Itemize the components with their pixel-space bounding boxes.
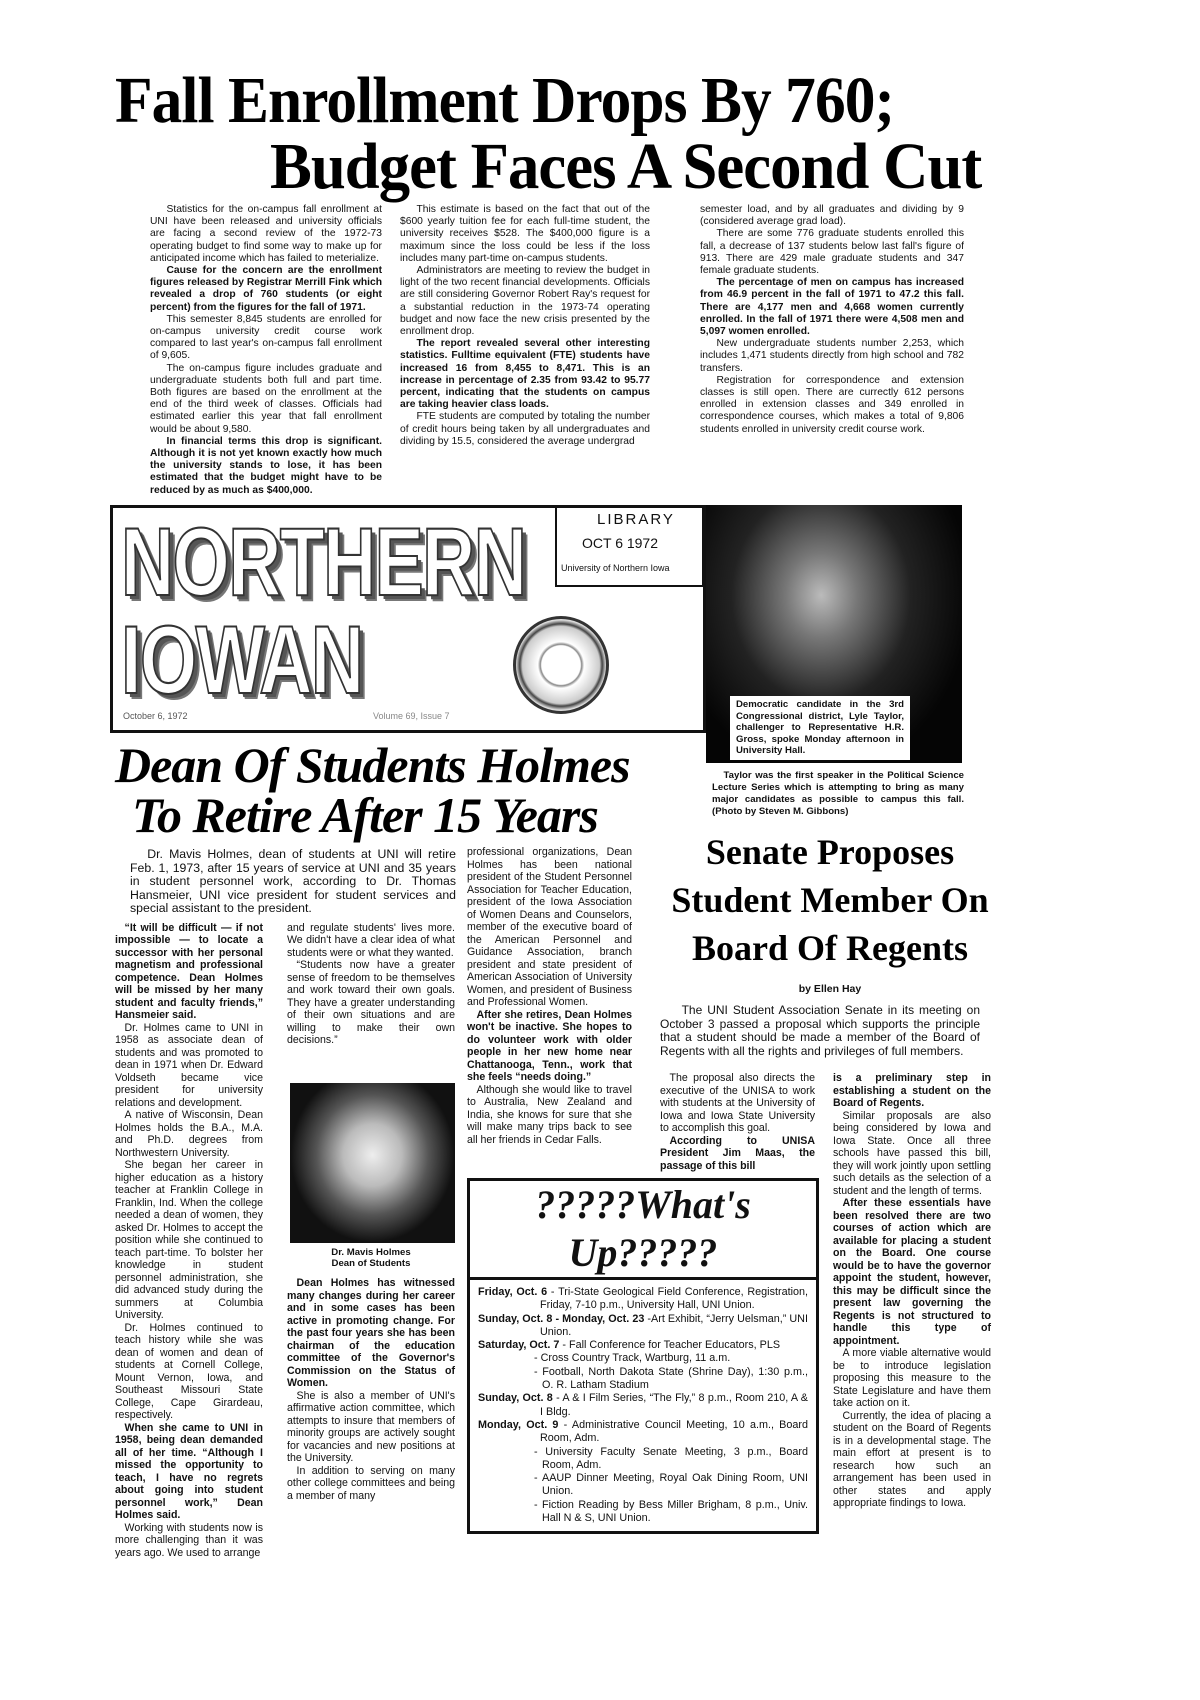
article-paragraph: semester load, and by all graduates and dividing by 9 (considered average grad load).	[700, 204, 964, 228]
article-paragraph: “Students now have a greater sense of freedom to be themselves and work toward their own goals. They have a greater understanding of their own situations and are willing to make their own decisions.”	[287, 959, 455, 1046]
article-paragraph: Working with students now is more challenging than it was years ago. We used to arrange	[115, 1521, 263, 1559]
whats-up-box	[467, 1178, 819, 1534]
article-paragraph: After she retires, Dean Holmes won't be inactive. She hopes to do volunteer work with older people in her new home near Chattanooga, Tenn., work that she feels “needs doing.”	[467, 1008, 632, 1083]
holmes-photo-caption	[287, 1247, 455, 1269]
masthead-name-line1: NORTHERN	[121, 508, 526, 616]
event-item	[470, 1352, 808, 1365]
event-item	[478, 1392, 808, 1419]
article-paragraph: The report revealed several other interesting statistics. Fulltime equivalent (FTE) students have increased 16 from 8,455 to 8,471. This is an increase in percentage of 2.35 from 93.42 to 95.77 percent, indicating that the students on campus are taking heavier class loads.	[400, 338, 650, 411]
article-paragraph: and regulate students' lives more. We didn't have a clear idea of what students were or what they wanted.	[287, 921, 455, 959]
article-paragraph: Dean Holmes has witnessed many changes during her career and in some cases has been active in promoting change. For the past four years she has been chairman of the education committee of the Governor's Commission on the Status of Women.	[287, 1277, 455, 1389]
event-item	[470, 1366, 808, 1393]
article-paragraph: There are some 776 graduate students enrolled this fall, a decrease of 137 students below last fall's figure of 913. There are 429 male graduate students and 347 female graduate students.	[700, 228, 964, 277]
lead-headline-line1: Fall Enrollment Drops By 760;	[115, 64, 894, 137]
photo-caption: Taylor was the first speaker in the Political Science Lecture Series which is attempting to bring as many major candidates as possible to campus this fall. (Photo by Steven M. Gibbons)	[712, 770, 964, 817]
article-paragraph: A more viable alternative would be to introduce legislation proposing this measure to the State Legislature and have them take action on it.	[833, 1347, 991, 1409]
senate-headline-line3: Board Of Regents	[692, 928, 968, 968]
whats-up-events	[470, 1280, 816, 1531]
article-paragraph: Currently, the idea of placing a student on the Board of Regents is in a developmental stage. The main effort at present is to research how such an arrangement has been used in other states and apply appropriate findings to Iowa.	[833, 1409, 991, 1509]
article-paragraph: The on-campus figure includes graduate and undergraduate students both full and part time. Both figures are based on the enrollment at the end of the third week of classes. Officials had estimated earlier this year that fall enrollment would be about 9,580.	[150, 362, 382, 435]
article-paragraph: The percentage of men on campus has increased from 46.9 percent in the fall of 1971 to 47.2 this fall. There are 4,177 men and 4,668 women currently enrolled. In the fall of 1971 there were 4,508 men and 5,097 women enrolled.	[700, 277, 964, 338]
event-text: - Tri-State Geological Field Conference, Registration, Friday, 7-10 p.m., University Hall, UNI Union.	[540, 1286, 808, 1312]
masthead-name-line2: IOWAN	[121, 606, 363, 714]
article-paragraph: The proposal also directs the executive of the UNISA to work with students at the University of Iowa and Iowa State University to accomplish this goal.	[660, 1072, 815, 1134]
issue-volume: Volume 69, Issue 7	[373, 711, 450, 721]
event-item	[470, 1472, 808, 1499]
article-paragraph: According to UNISA President Jim Maas, the passage of this bill	[660, 1134, 815, 1172]
library-stamp-title: LIBRARY	[597, 511, 675, 528]
event-text: -Art Exhibit, “Jerry Uelsman,” UNI Union.	[540, 1312, 808, 1338]
article-paragraph: In addition to serving on many other college committees and being a member of many	[287, 1464, 455, 1502]
dean-column-b-bottom	[287, 1277, 455, 1502]
university-seal-icon	[513, 616, 609, 714]
holmes-caption-name: Dr. Mavis Holmes	[331, 1247, 411, 1258]
article-paragraph: Cause for the concern are the enrollment figures released by Registrar Merrill Fink which revealed a drop of 760 students (or eight percent) from the figures for the fall of 1971.	[150, 265, 382, 313]
event-text: - AAUP Dinner Meeting, Royal Oak Dining Room, UNI Union.	[534, 1472, 808, 1498]
article-paragraph: Similar proposals are also being considered by Iowa and Iowa State. Once all three schools have passed this bill, they will work jointly upon settling such details as the selection of a student and the length of terms.	[833, 1109, 991, 1197]
photo-inset-caption: Democratic candidate in the 3rd Congressional district, Lyle Taylor, challenger to Representative H.R. Gross, spoke Monday afternoon in University Hall.	[730, 696, 910, 760]
article-paragraph: Statistics for the on-campus fall enrollment at UNI have been released and university officials are facing a second review of the 1972-73 operating budget to find some way to make up for anticipated income which has failed to meterialize.	[150, 204, 382, 264]
article-paragraph: “It will be difficult — if not impossible — to locate a successor with her personal magnetism and professional competence. Dean Holmes will be missed by her many student and faculty friends,” Hansmeier said.	[115, 921, 263, 1021]
senate-byline: by Ellen Hay	[798, 983, 862, 995]
event-day: Sunday, Oct. 8	[478, 1392, 553, 1405]
event-text: - Cross Country Track, Wartburg, 11 a.m.	[534, 1352, 731, 1365]
article-paragraph: A native of Wisconsin, Dean Holmes holds the B.A., M.A. and Ph.D. degrees from Northwestern University.	[115, 1109, 263, 1159]
article-paragraph: is a preliminary step in establishing a student on the Board of Regents.	[833, 1072, 991, 1109]
senate-headline-line1: Senate Proposes	[705, 832, 955, 872]
event-item	[478, 1419, 808, 1446]
article-paragraph: She began her career in higher education as a history teacher at Franklin College in Franklin, Ind. When the college needed a dean of women, they asked Dr. Holmes to accept the position while she continued to teach part-time. To bolster her knowledge in student personnel administration, she did advanced study during the summers at Columbia University.	[115, 1159, 263, 1321]
event-day: Friday, Oct. 6	[478, 1286, 548, 1298]
event-day: Saturday, Oct. 7	[478, 1339, 560, 1352]
holmes-caption-title: Dean of Students	[331, 1258, 411, 1269]
event-item	[478, 1339, 808, 1352]
photo-mavis-holmes	[290, 1083, 455, 1243]
senate-lead: The UNI Student Association Senate in its meeting on October 3 passed a proposal which supports the principle that a student should be made a member of the Board of Regents with all the rights and privileges of full members.	[660, 1003, 980, 1058]
article-paragraph: Administrators are meeting to review the budget in light of the two recent financial developments. Officials are still considering Governor Robert Ray's request for a substantial reduction in the 1973-74 operating budget and now face the new crisis presented by the enrollment drop.	[400, 265, 650, 338]
issue-date: October 6, 1972	[123, 711, 188, 721]
article-paragraph: FTE students are computed by totaling the number of credit hours being taken by all undergraduates and dividing by 15.5, considered the average undergrad	[400, 411, 650, 447]
lead-story-column-1	[150, 204, 382, 497]
dean-column-a	[115, 922, 263, 1560]
event-text: - Administrative Council Meeting, 10 a.m., Board Room, Adm.	[540, 1418, 808, 1445]
dean-column-b-top	[287, 922, 455, 1047]
library-stamp-institution: University of Northern Iowa	[561, 563, 670, 573]
article-paragraph: This estimate is based on the fact that out of the $600 yearly tuition fee for each full-time student, the university receives $528. The $400,000 figure is a maximum since the loss could be less if the loss includes many part-time on-campus students.	[400, 204, 650, 264]
article-paragraph: Dr. Holmes came to UNI in 1958 as associate dean of students and was promoted to dean in 1971 when Dr. Edward Voldseth became vice president for university relations and development.	[115, 1021, 263, 1109]
lead-story-column-3	[700, 204, 964, 436]
article-paragraph: In financial terms this drop is significant. Although it is not yet known exactly how much the university stands to lose, it has been estimated that the budget might have to be reduced by as much as $400,000.	[150, 435, 382, 496]
event-text: - Fall Conference for Teacher Educators, PLS	[559, 1339, 781, 1352]
article-paragraph: New undergraduate students number 2,253, which includes 1,471 students directly from high school and 782 transfers.	[700, 338, 964, 374]
article-paragraph: After these essentials have been resolved there are two courses of action which are available for placing a student on the Board. One course would be to have the governor appoint the student, however, this may be difficult since the present law governing the Regents is not structured to handle this type of appointment.	[833, 1197, 991, 1347]
library-stamp	[555, 505, 704, 587]
event-item	[478, 1286, 808, 1313]
article-paragraph: When she came to UNI in 1958, being dean demanded all of her time. “Although I missed the opportunity to teach, I have no regrets about going into student personnel work,” Dean Holmes said.	[115, 1421, 263, 1521]
library-stamp-date: OCT 6 1972	[582, 535, 659, 551]
senate-column-a	[660, 1072, 815, 1172]
dean-headline-line1: Dean Of Students Holmes	[115, 737, 630, 793]
event-item	[470, 1499, 808, 1526]
dean-column-c	[467, 846, 632, 1146]
lead-story-column-2	[400, 204, 650, 448]
article-paragraph: professional organizations, Dean Holmes has been national president of the Student Personnel Association for Teacher Education, president of the Iowa Association of Women Deans and Counselors, member of the executive board of the American Personnel and Guidance Association, branch president and state president of American Association of University Women, and president of Business and Professional Women.	[467, 846, 632, 1008]
event-item	[478, 1313, 808, 1340]
dean-headline-line2: To Retire After 15 Years	[132, 787, 598, 843]
photo-lyle-taylor	[706, 505, 962, 763]
senate-column-b	[833, 1072, 991, 1510]
whats-up-title: ?????What's Up?????	[470, 1181, 816, 1280]
senate-headline-line2: Student Member On	[671, 880, 989, 920]
event-text: - University Faculty Senate Meeting, 3 p.m., Board Room, Adm.	[534, 1445, 808, 1471]
article-paragraph: She is also a member of UNI's affirmative action committee, which attempts to insure that members of minority groups are actively sought for vacancies and new positions at the University.	[287, 1389, 455, 1464]
article-paragraph: Dr. Holmes continued to teach history while she was dean of women and dean of students at Cornell College, Mount Vernon, Iowa, and Southeast Missouri State College, Cape Girardeau, respectively.	[115, 1321, 263, 1421]
lead-headline-line2: Budget Faces A Second Cut	[270, 130, 982, 203]
article-paragraph: This semester 8,845 students are enrolled for on-campus university credit course work compared to last year's on-campus fall enrollment of 9,605.	[150, 313, 382, 362]
event-text: - Football, North Dakota State (Shrine Day), 1:30 p.m., O. R. Latham Stadium	[534, 1365, 808, 1392]
event-text: - Fiction Reading by Bess Miller Brigham, 8 p.m., Univ. Hall N & S, UNI Union.	[534, 1498, 808, 1525]
event-day: Sunday, Oct. 8 - Monday, Oct. 23	[478, 1312, 645, 1325]
event-day: Monday, Oct. 9	[478, 1418, 559, 1431]
article-paragraph: Registration for correspondence and extension classes is still open. There are currectly 612 persons enrolled in extension classes and 349 enrolled in correspondence courses, which makes a total of 9,806 students enrolled in university credit course work.	[700, 374, 964, 435]
dean-lead: Dr. Mavis Holmes, dean of students at UNI will retire Feb. 1, 1973, after 15 years of service at UNI and 35 years in student personnel work, according to Dr. Thomas Hansmeier, UNI vice president for student services and special assistant to the president.	[130, 847, 456, 915]
event-item	[470, 1446, 808, 1473]
article-paragraph: Although she would like to travel to Australia, New Zealand and India, she knows for sure that she will make many trips back to see all her friends in Cedar Falls.	[467, 1083, 632, 1146]
event-text: - A & I Film Series, “The Fly,” 8 p.m., Room 210, A & I Bldg.	[540, 1392, 808, 1418]
